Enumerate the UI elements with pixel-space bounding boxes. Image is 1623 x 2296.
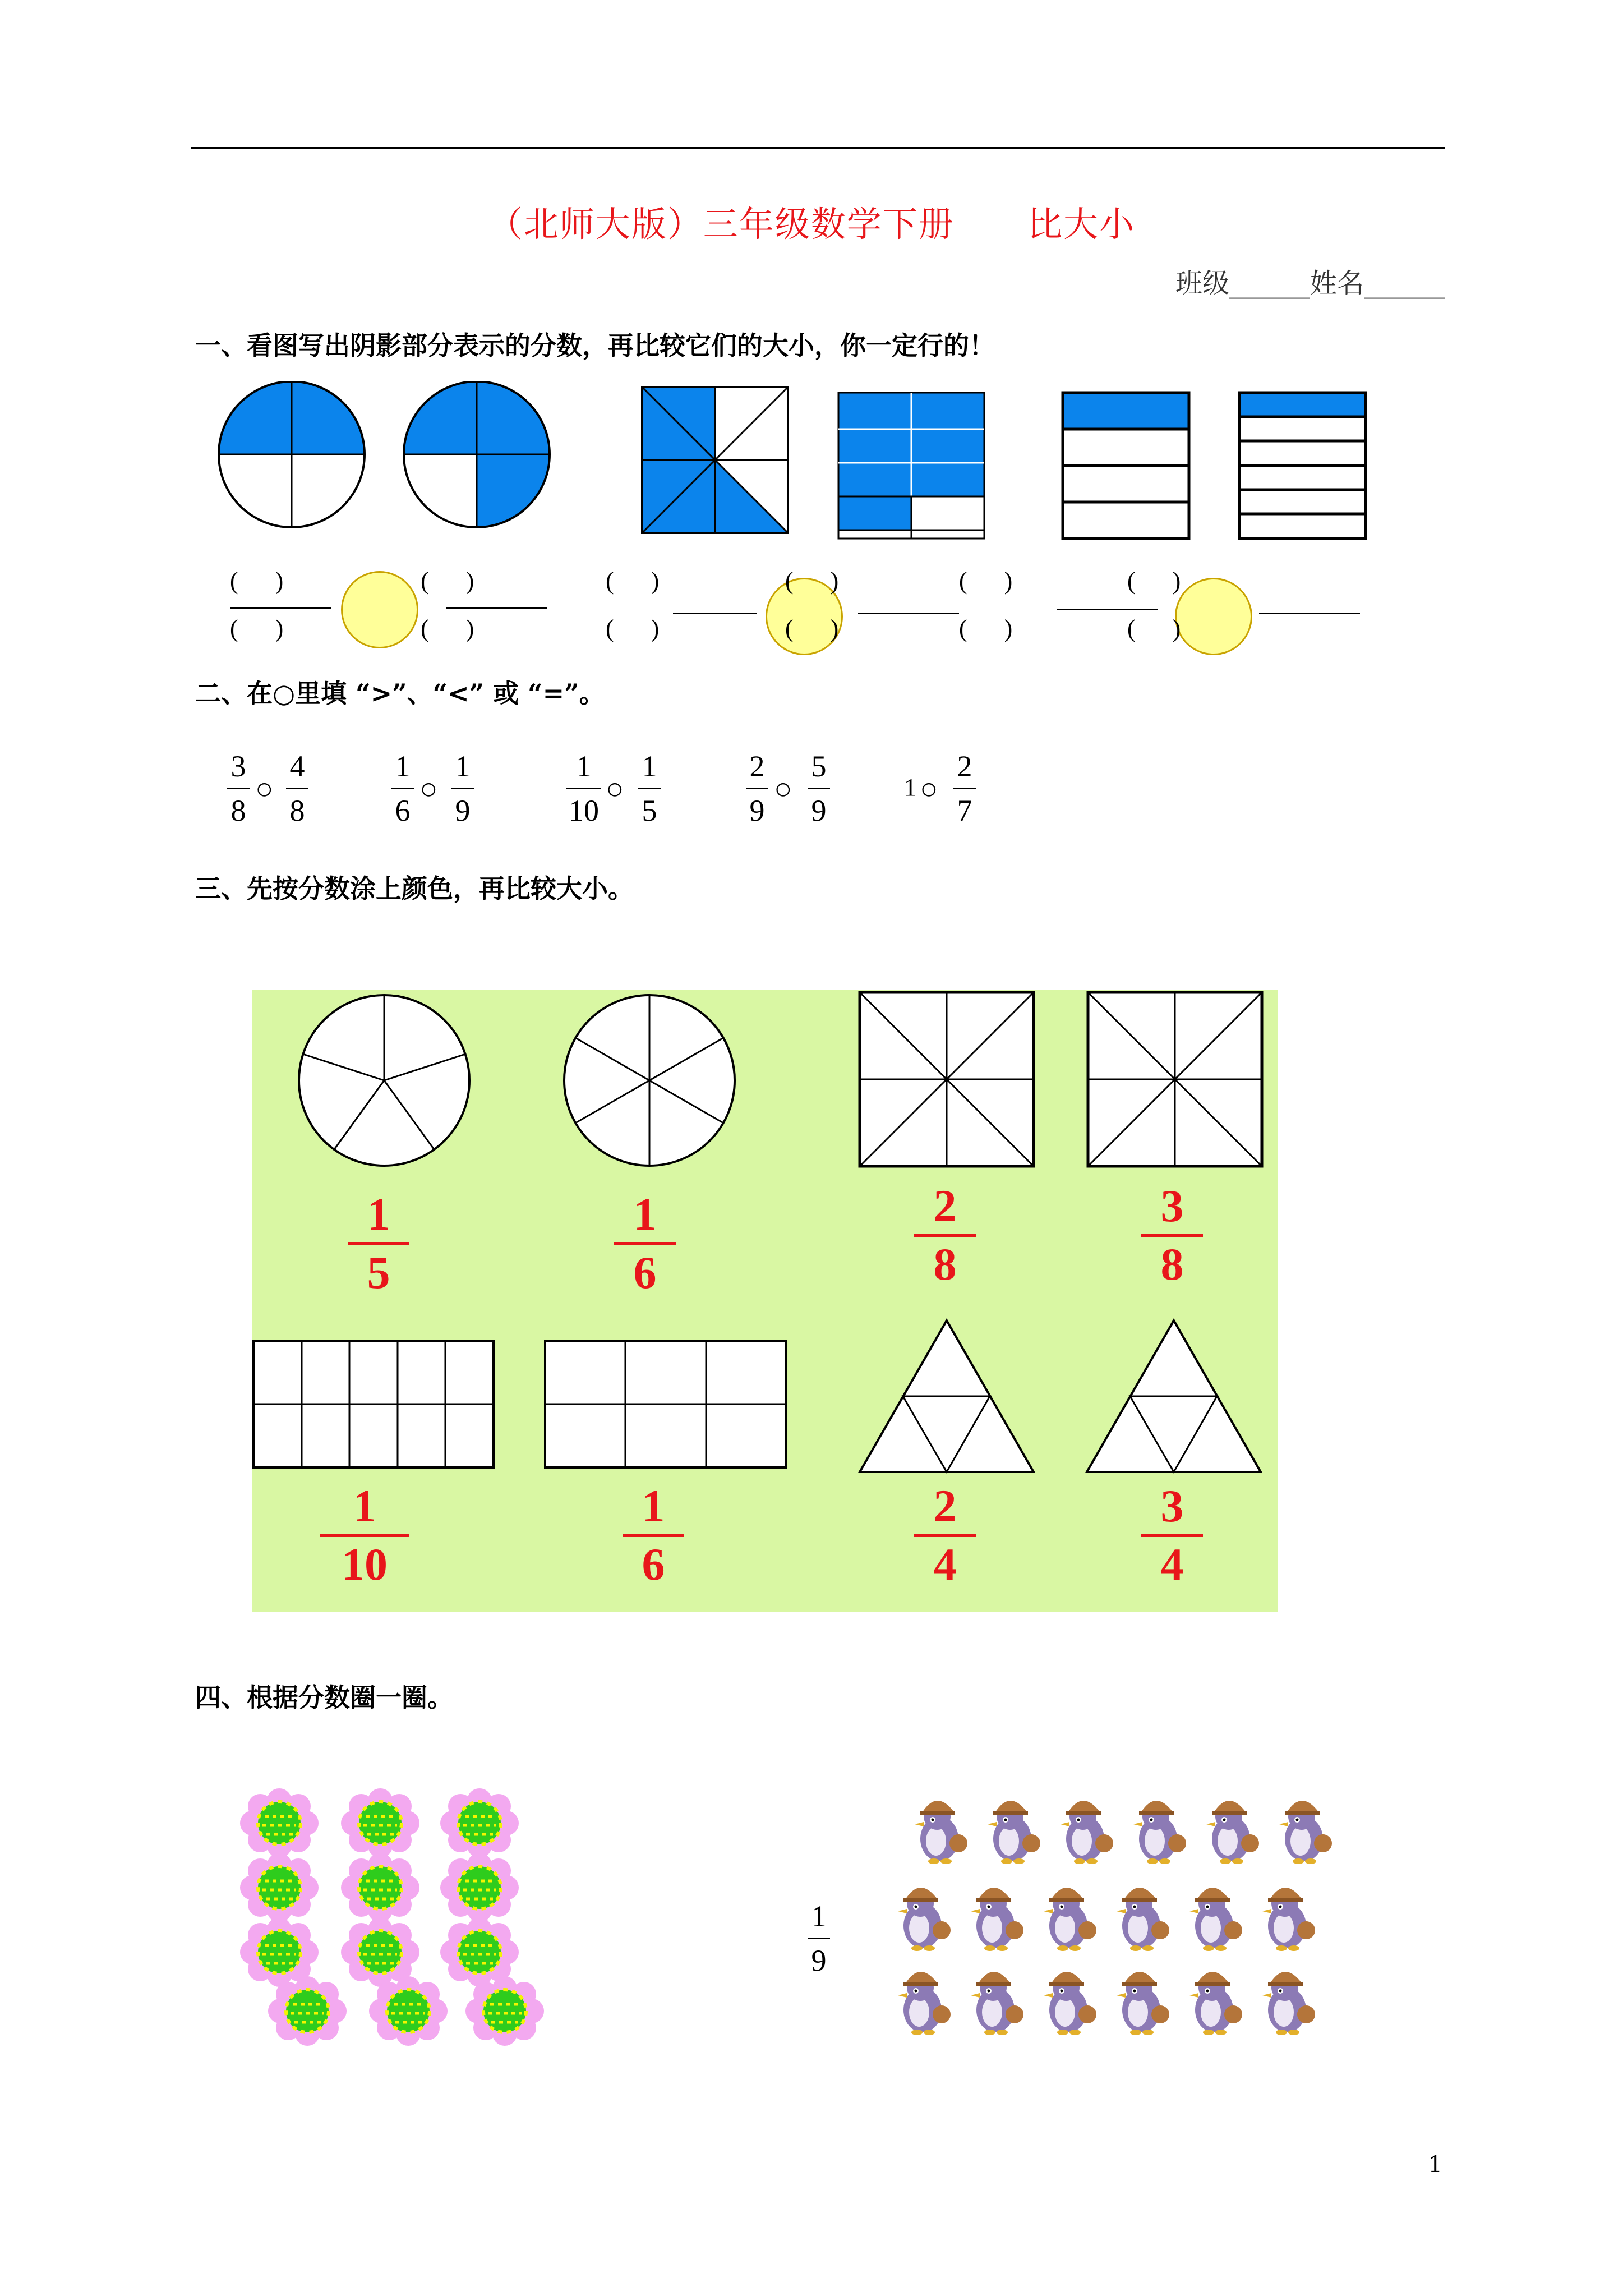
blank-num-2[interactable]: ( ) (421, 567, 474, 595)
flower[interactable] (341, 1788, 419, 1858)
penguin[interactable] (915, 1801, 967, 1864)
section3-heading: 三、先按分数涂上颜色，再比较大小。 (195, 873, 634, 904)
page-title (0, 196, 1623, 246)
square-eighths-a (860, 992, 1034, 1166)
circle-quarters-1 (219, 381, 365, 527)
circle-sixths (564, 995, 735, 1166)
compare-circle-1[interactable] (341, 571, 418, 648)
s2-item2-circle[interactable]: ○ (419, 772, 438, 806)
blank-den-2[interactable]: ( ) (421, 615, 474, 642)
penguin[interactable] (1117, 1888, 1169, 1951)
square-eighths (642, 387, 788, 533)
s2-item2-right: 1 9 (451, 746, 474, 831)
compare-circle-3[interactable] (1175, 578, 1252, 655)
frac-line-3 (673, 613, 757, 614)
frac-line-4 (858, 613, 959, 614)
header-rule (191, 147, 1445, 149)
triangle-quarters-b (1087, 1320, 1261, 1472)
penguin[interactable] (1044, 1888, 1096, 1951)
frac-line-5 (1057, 609, 1158, 610)
grid-sixths (545, 1341, 786, 1467)
s2-item4-right: 5 9 (808, 746, 830, 831)
penguin[interactable] (1189, 1972, 1242, 2035)
section4-heading: 四、根据分数圈一圈。 (195, 1682, 453, 1713)
blank-den-3[interactable]: ( ) (606, 615, 660, 642)
flower[interactable] (341, 1853, 419, 1922)
penguin[interactable] (898, 1888, 951, 1951)
s3-frac-4: 3 8 (1141, 1181, 1203, 1290)
penguin[interactable] (971, 1888, 1023, 1951)
circle-quarters-2 (404, 381, 550, 527)
blank-num-3[interactable]: ( ) (606, 567, 660, 595)
circle-fifths (299, 995, 469, 1166)
flower[interactable] (465, 1976, 544, 2046)
blank-num-6[interactable]: ( ) (1127, 567, 1181, 595)
frac-line-2 (446, 607, 547, 609)
frac-line-6 (1259, 613, 1360, 614)
s3-frac-8: 3 4 (1141, 1481, 1203, 1590)
s2-item3-left: 1 10 (566, 746, 601, 831)
penguin[interactable] (1133, 1801, 1186, 1864)
page-number: 1 (1428, 2152, 1442, 2178)
s2-item5-circle[interactable]: ○ (920, 772, 938, 806)
triangle-quarters-a (860, 1320, 1034, 1472)
blank-den-6[interactable]: ( ) (1127, 615, 1181, 642)
bars-quarters (1063, 393, 1189, 539)
s2-item5-whole: 1 (904, 774, 916, 801)
blank-num-5[interactable]: ( ) (959, 567, 1013, 595)
penguin[interactable] (1061, 1801, 1113, 1864)
s2-item1-circle[interactable]: ○ (255, 772, 274, 806)
flower[interactable] (440, 1788, 519, 1858)
s2-item5-right: 2 7 (953, 746, 976, 831)
flower[interactable] (369, 1976, 448, 2046)
penguin-group (886, 1789, 1368, 2047)
penguin[interactable] (1189, 1888, 1242, 1951)
penguin[interactable] (1206, 1801, 1259, 1864)
s3-frac-3: 2 8 (914, 1181, 976, 1290)
s4-fraction: 1 9 (808, 1896, 830, 1981)
penguin[interactable] (898, 1972, 951, 2035)
s3-frac-7: 2 4 (914, 1481, 976, 1590)
section2-heading: 二、在○里填 “>”、“<” 或 “=”。 (195, 678, 605, 708)
s3-frac-5: 1 10 (320, 1481, 409, 1590)
penguin[interactable] (1262, 1972, 1315, 2035)
s3-frac-2: 1 6 (614, 1189, 676, 1298)
penguin[interactable] (988, 1801, 1040, 1864)
grid-eighths (838, 393, 984, 539)
s2-item1-right: 4 8 (286, 746, 308, 831)
section1-figures (213, 381, 1391, 550)
blank-den-4[interactable]: ( ) (785, 615, 839, 642)
section1-heading: 一、看图写出阴影部分表示的分数，再比较它们的大小，你一定行的！ (195, 330, 995, 361)
s2-item4-circle[interactable]: ○ (774, 772, 792, 806)
bars-sixths (1239, 393, 1366, 539)
title-main: （北师大版）三年级数学下册 (487, 204, 955, 245)
s3-frac-6: 1 6 (623, 1481, 684, 1590)
flower[interactable] (240, 1853, 319, 1922)
blank-den-1[interactable]: ( ) (230, 615, 284, 642)
blank-num-1[interactable]: ( ) (230, 567, 284, 595)
penguin[interactable] (1262, 1888, 1315, 1951)
s2-item1-left: 3 8 (227, 746, 250, 831)
penguin[interactable] (1044, 1972, 1096, 2035)
penguin[interactable] (1117, 1972, 1169, 2035)
flower[interactable] (240, 1788, 319, 1858)
blank-num-4[interactable]: ( ) (785, 567, 839, 595)
s3-frac-1: 1 5 (348, 1189, 409, 1298)
flower[interactable] (268, 1976, 347, 2046)
s2-item3-right: 1 5 (638, 746, 661, 831)
blank-den-5[interactable]: ( ) (959, 615, 1013, 642)
square-eighths-b (1088, 992, 1262, 1166)
flower[interactable] (440, 1853, 519, 1922)
class-name-line: 班级______姓名______ (1175, 268, 1445, 299)
s2-item3-circle[interactable]: ○ (606, 772, 624, 806)
s2-item2-left: 1 6 (391, 746, 414, 831)
s2-item4-left: 2 9 (746, 746, 768, 831)
penguin[interactable] (971, 1972, 1023, 2035)
penguin[interactable] (1279, 1801, 1332, 1864)
grid-tenths (253, 1341, 494, 1467)
frac-line-1 (230, 607, 331, 609)
flower-group (236, 1784, 550, 2053)
title-sub: 比大小 (1027, 204, 1136, 245)
